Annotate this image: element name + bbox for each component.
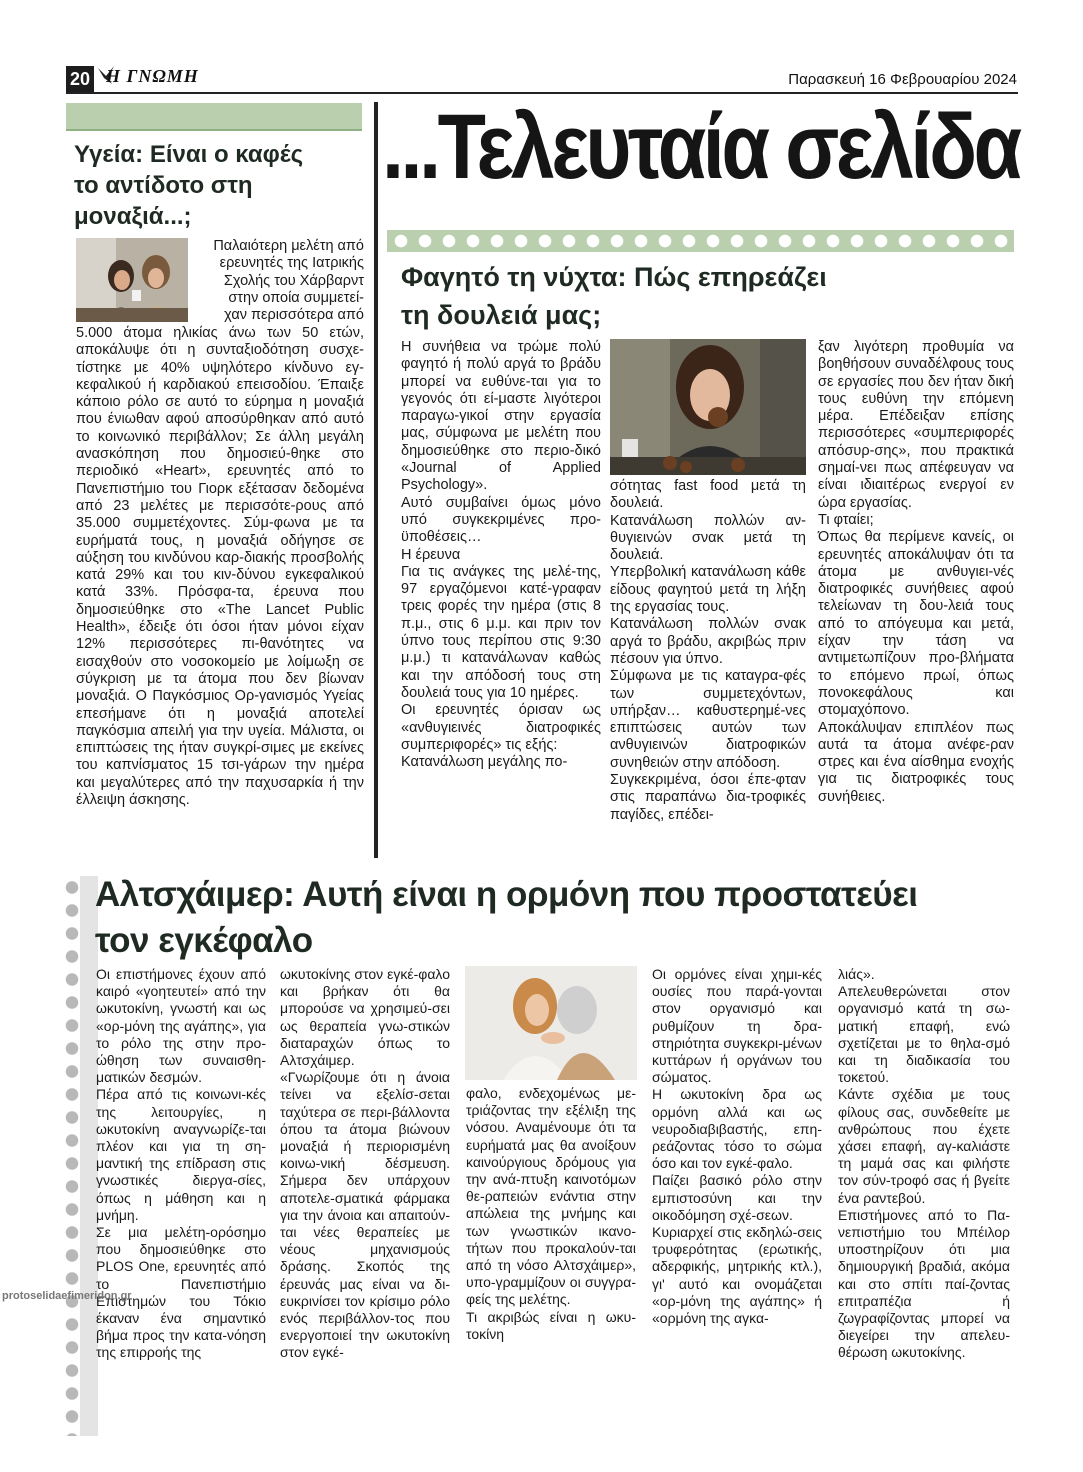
coffee-title-line: μοναξιά...; xyxy=(74,203,192,230)
alz-paragraph: Απελευθερώνεται στον οργανισμό κατά τη σω-ματική επαφή, ενώ σχετίζεται με το θηλα-σμό και τη διαδικασία του τοκετού. xyxy=(838,983,1010,1086)
daughter-hugging-mother-photo xyxy=(465,966,637,1080)
alz-paragraph: Παίζει βασικό ρόλο στην εμπιστοσύνη και την οικοδόμηση σχέ-σεων. xyxy=(652,1172,822,1223)
food-paragraph: Κατανάλωση μεγάλης πο- xyxy=(401,754,568,771)
food-paragraph: Κατανάλωση πολλών αν-θυγιεινών σνακ μετά τη δουλειά. xyxy=(610,512,806,564)
alz-column-2 xyxy=(280,966,450,1362)
alz-column-5 xyxy=(838,966,1010,1362)
intro-line: Παλαιότερη μελέτη από xyxy=(213,238,364,254)
film-strip-decoration xyxy=(64,876,80,1436)
alz-paragraph: ωκυτοκίνης στον εγκέ-φαλο και βρήκαν ότι θα μπορούσε να χρησιμεύ-σει ως θεραπεία γνω-στικών διαταραχών όπως το Αλτσχάιμερ. xyxy=(280,966,450,1069)
food-paragraph: ξαν λιγότερη προθυμία να βοηθήσουν συναδέλφους τους σε εργασίες που δεν ήταν δική τους ευθύνη την επόμενη μέρα. Επέδειξαν επίσης περισσότερες «συμπεριφορές απόσυρ-σης», που πρακτικά σημαί-νει πως απέφευγαν να είναι ιδιαιτέρως ενεργοί εν ώρα εργασίας. xyxy=(818,339,1014,511)
alz-column-1 xyxy=(96,966,266,1362)
intro-line: στην οποία συμμετεί- xyxy=(228,289,364,306)
alzheimer-article-title xyxy=(95,872,1025,964)
alz-paragraph: Οι ορμόνες είναι χημι-κές ουσίες που παρά-γονται στον οργανισμό και ρυθμίζουν τη δρα-στηριότητα συγκεκρι-μένων κυττάρων ή οργάνων του σώματος. xyxy=(652,966,822,1086)
dotted-divider-bar xyxy=(387,230,1014,252)
intro-line: Σχολής του Χάρβαρντ xyxy=(223,272,364,289)
coffee-women-photo xyxy=(76,238,188,322)
alz-title-line: Αλτσχάιμερ: Αυτή είναι η ορμόνη που προστατεύει xyxy=(95,875,918,914)
alz-paragraph: Κυριαρχεί στις εκδηλώ-σεις τρυφερότητας (ερωτικής, αδερφικής, μητρικής κτλ.), γι' αυτό και ονομάζεται «ορ-μόνη της αγάπης» ή «ορμόνη της αγκα- xyxy=(652,1224,822,1327)
issue-date: Παρασκευή 16 Φεβρουαρίου 2024 xyxy=(788,71,1017,88)
food-paragraph: Οι ερευνητές όρισαν ως «ανθυγιεινές διατροφικές συμπεριφορές» τις εξής: xyxy=(401,702,601,753)
intro-line: χαν περισσότερα από xyxy=(224,307,364,324)
food-paragraph: Για τις ανάγκες της μελέ-της, 97 εργαζόμενοι κατέ-γραφαν τρεις φορές την ημέρα (στις 8 π.μ., στις 6 μ.μ. και πριν τον ύπνο τους περίπου στις 9:30 μ.μ.) τι κατανάλωναν καθώς και την απόδοσή τους στη δουλειά τους για 10 ημέρες. xyxy=(401,563,601,701)
food-title-line: τη δουλειά μας; xyxy=(401,300,602,330)
coffee-body-paragraph: 5.000 άτομα ηλικίας άνω των 50 ετών, αποκάλυψε ότι η συνταξιοδότηση συσχε-τίστηκε με 40% υψηλότερο κίνδυνο εγ-κεφαλικού ή καρδιακού επεισοδίου. Έπαιξε κάποιο ρόλο σε αυτό το εύρημα η μοναξιά που ένιωθαν αφού αποσύρθηκαν από αυτό το κοινωνικό περιβάλλον; Σε άλλη μεγάλη ανασκόπηση που δημοσιεύ-θηκε στο περιοδικό «Heart», ερευνητές από το Πανεπιστήμιο του Γιορκ εξέτασαν δεδομένα από 23 μελέτες με περισσότε-ρους από 35.000 συμμετέχοντες. Σύμ-φωνα με τα ευρήματά τους, η μοναξιά οδήγησε σε αύξηση του κινδύνου καρ-διακής προσβολής κατά 29% και του κιν-δύνου εγκεφαλικού κατά 33%. Πρόσφα-τα, έρευνα που δημοσιεύθηκε στο «The Lancet Public Health», έδειξε ότι όσοι ήταν μόνοι είχαν 12% περισσότερες πι-θανότητες να εισαχθούν στο νοσοκομείο με λοίμωξη σε σύγκριση με τα άτομα που δεν βίωναν μοναξιά. Ο Παγκόσμιος Ορ-γανισμός Υγείας επεσήμανε ότι η μοναξιά αποτελεί παγκόσμια απειλή για την υγεία. Μάλιστα, οι επιπτώσεις της ήταν συγκρί-σιμες με εκείνες του καπνίσματος 15 τσι-γάρων την ημέρα και μεγαλύτερες από την παχυσαρκία ή την έλλειψη άσκησης. xyxy=(76,325,364,809)
section-tab-bar xyxy=(66,103,362,129)
food-column-2 xyxy=(610,478,806,824)
alz-paragraph: Οι επιστήμονες έχουν από καιρό «γοητευτεί» από την ωκυτοκίνη, γνωστή και ως «ορ-μόνη της αγάπης», για το ρόλο της στην προ-ώθηση των συναισθη-ματικών δεσμών. xyxy=(96,966,266,1086)
page-number: 20 xyxy=(66,66,94,92)
food-paragraph: Σύμφωνα με τις καταγρα-φές των συμμετεχόντων, υπήρξαν… καθυστερημέ-νες επιπτώσεις αυτών των ανθυγιεινών διατροφικών συνηθειών στην απόδοση. xyxy=(610,668,806,771)
alz-paragraph: λιάς». xyxy=(838,966,875,982)
source-watermark: protoselidaefimeridon.gr xyxy=(2,1290,132,1302)
column-separator xyxy=(374,102,378,858)
food-column-1 xyxy=(401,339,601,771)
alz-paragraph: Επιστήμονες από το Πα-νεπιστήμιο του Μπέιλορ υποστηρίζουν ότι μια δημιουργική βραδιά, ακόμα και στο σπίτι παί-ζοντας επιτραπέζια ή ζωγραφίζοντας μπορεί να διεγείρει την απελευ-θέρωση ωκυτοκίνης. xyxy=(838,1206,1010,1361)
coffee-body-text xyxy=(76,325,364,809)
coffee-article-title xyxy=(74,139,364,232)
food-paragraph: Αυτό συμβαίνει όμως μόνο υπό συγκεκριμένες προ-ϋποθέσεις… xyxy=(401,494,601,546)
alz-title-line: τον εγκέφαλο xyxy=(95,921,313,960)
food-column-3 xyxy=(818,339,1014,806)
alz-column-4 xyxy=(652,966,822,1327)
food-subheading: Τι φταίει; xyxy=(818,511,874,528)
alz-paragraph: φαλο, ενδεχομένως με-τριάζοντας την εξέλιξη της νόσου. Αναμένουμε ότι τα ευρήματά μας θα ανοίξουν καινούργιους δρόμους για την ανά-πτυξη καινοτόμων θε-ραπειών ενάντια στην απώλεια της μνήμης και των γνωστικών ικανο-τήτων που προκαλούν-ται από τη νόσο Αλτσχάιμερ», υπο-γραμμίζουν οι συγγρα-φείς της μελέτης. xyxy=(466,1085,636,1308)
section-tab-rule xyxy=(66,129,362,131)
newspaper-name: Η ΓΝΩΜΗ xyxy=(106,66,199,86)
food-paragraph: σότητας fast food μετά τη δουλειά. xyxy=(610,478,806,512)
alz-subheading: Τι ακριβώς είναι η ωκυ-τοκίνη xyxy=(466,1308,636,1342)
alz-paragraph: Κάντε σχέδια με τους φίλους σας, συνδεθείτε με ανθρώπους που έχετε χάσει επαφή, αγ-καλιάστε τη μαμά σας και φιλήστε τον σύν-τροφό σας ή βγείτε ένα ραντεβού. xyxy=(838,1086,1010,1206)
alz-paragraph: «Γνωρίζουμε ότι η άνοια τείνει να εξελίσ-σεται ταχύτερα σε περι-βάλλοντα όπου τα άτομα βιώνουν μοναξιά ή περιορισμένη κοινω-νική δέσμευση. Σήμερα δεν υπάρχουν αποτελε-σματικά φάρμακα για την άνοια και απαιτούν-ται νέες θεραπείες με νέους μηχανισμούς δράσης. Σκοπός της έρευνάς μας είναι να δι-ευκρινίσει τον κρίσιμο ρόλο ενός περιβάλλον-τος που ενεργοποιεί την ωκυτοκίνη στον εγκέ- xyxy=(280,1069,450,1361)
woman-eating-cookie-photo xyxy=(610,339,806,475)
section-title: ...Τελευταία σελίδα xyxy=(382,96,1019,198)
intro-line: ερευνητές της Ιατρικής xyxy=(219,255,364,272)
alz-column-3 xyxy=(466,1085,636,1343)
coffee-intro-text xyxy=(196,238,364,324)
food-title-line: Φαγητό τη νύχτα: Πώς επηρεάζει xyxy=(401,262,827,292)
alz-paragraph: Σε μια μελέτη-ορόσημο που δημοσιεύθηκε στο PLOS One, ερευνητές από το Πανεπιστήμιο Επιστημών του Τόκιο έκαναν ένα σημαντικό βήμα προς την κατα-νόηση της επιρροής της xyxy=(96,1224,266,1361)
food-paragraph: Η συνήθεια να τρώμε πολύ φαγητό ή πολύ αργά το βράδυ μπορεί να ευθύνε-ται για το γεγονός ότι εί-μαστε λιγότεροι παραγω-γικοί στην εργασία μας, σύμφωνα με μελέτη που δημοσιεύθηκε στο περιο-δικό «Journal of Applied Psychology». xyxy=(401,339,601,494)
alz-paragraph: Η ωκυτοκίνη δρα ως ορμόνη αλλά και ως νευροδιαβιβαστής, επη-ρεάζοντας τόσο το σώμα όσο και τον εγκέ-φαλο. xyxy=(652,1086,822,1172)
coffee-title-line: το αντίδοτο στη xyxy=(74,172,253,199)
alz-paragraph: Πέρα από τις κοινωνι-κές της λειτουργίες, η ωκυτοκίνη αναγνωρίζε-ται πλέον και για τη ση-μαντική της επίδραση στις γνωστικές διεργα-σίες, όπως η μάθηση και η μνήμη. xyxy=(96,1086,266,1223)
food-paragraph: Όπως θα περίμενε κανείς, οι ερευνητές αποκάλυψαν ότι τα άτομα με ανθυγιει-νές διατροφικές συνήθειες αφού τελείωναν τη δου-λειά τους από το απόγευμα και μετά, είχαν την τάση να αντιμετωπίζουν προ-βλήματα το επόμενο πρωί, όπως πονοκεφάλους και στομαχόπονο. xyxy=(818,529,1014,719)
food-paragraph: Υπερβολική κατανάλωση κάθε είδους φαγητού μετά τη λήξη της εργασίας τους. xyxy=(610,564,806,616)
food-paragraph: Κατανάλωση πολλών σνακ αργά το βράδυ, ακριβώς πριν πέσουν για ύπνο. xyxy=(610,616,806,667)
food-subheading: Η έρευνα xyxy=(401,546,461,563)
food-paragraph: Συγκεκριμένα, όσοι έπε-φταν στις παραπάνω δια-τροφικές παγίδες, επέδει- xyxy=(610,772,806,823)
coffee-title-line: Υγεία: Είναι ο καφές xyxy=(74,141,304,168)
food-article-title xyxy=(401,258,1021,334)
food-paragraph: Αποκάλυψαν επιπλέον πως αυτά τα άτομα ανέφε-ραν στρες και ένα αίσθημα ενοχής για τις διατροφικές τους συνήθειες. xyxy=(818,719,1014,805)
